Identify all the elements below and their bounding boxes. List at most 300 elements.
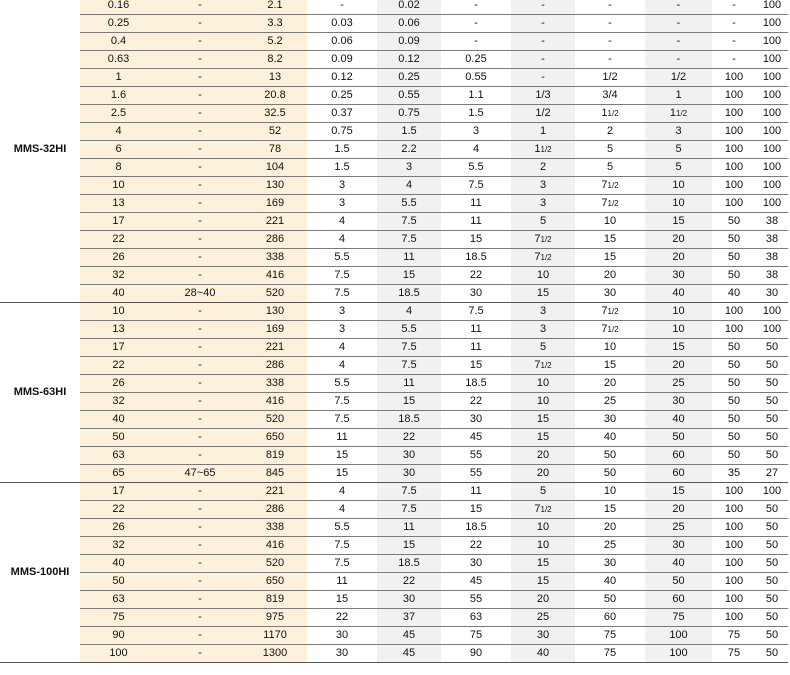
table-cell: 50 [756, 429, 788, 447]
table-cell: 90 [80, 627, 157, 645]
table-cell: 15 [575, 249, 645, 267]
table-cell: 7.5 [307, 393, 377, 411]
table-cell: 10 [645, 321, 712, 339]
table-cell: 75 [575, 645, 645, 663]
table-row [0, 645, 788, 663]
table-cell: - [157, 15, 243, 33]
table-cell: - [712, 33, 756, 51]
table-cell: 1 [645, 87, 712, 105]
table-cell: 50 [756, 573, 788, 591]
table-cell: 15 [575, 231, 645, 249]
table-cell: 50 [756, 645, 788, 663]
table-cell: - [441, 33, 511, 51]
table-cell: 63 [80, 591, 157, 609]
model-label: MMS-100HI [0, 483, 80, 663]
table-cell: 50 [756, 447, 788, 465]
table-cell: 26 [80, 375, 157, 393]
table-cell: 3 [307, 177, 377, 195]
table-cell: 50 [756, 411, 788, 429]
table-cell: 50 [756, 357, 788, 375]
table-cell: 10 [511, 375, 575, 393]
table-cell: - [157, 87, 243, 105]
table-cell: 7.5 [377, 213, 441, 231]
table-cell: - [157, 195, 243, 213]
table-row [0, 447, 788, 465]
table-cell: 30 [377, 447, 441, 465]
table-cell: 11 [377, 519, 441, 537]
table-cell: 100 [756, 69, 788, 87]
table-cell: - [157, 573, 243, 591]
table-cell: 75 [80, 609, 157, 627]
table-cell: 30 [645, 393, 712, 411]
table-cell: 7.5 [377, 501, 441, 519]
table-row [0, 591, 788, 609]
table-cell: 11 [441, 339, 511, 357]
table-cell: - [157, 213, 243, 231]
table-cell: 60 [645, 447, 712, 465]
table-cell: 3.3 [243, 15, 307, 33]
table-cell: 22 [441, 393, 511, 411]
table-cell: 0.37 [307, 105, 377, 123]
table-cell: 7.5 [377, 483, 441, 501]
table-cell: 100 [712, 321, 756, 339]
table-cell: 22 [441, 537, 511, 555]
table-cell: 40 [80, 555, 157, 573]
table-cell: 100 [756, 177, 788, 195]
table-cell: - [511, 15, 575, 33]
table-cell: 100 [712, 141, 756, 159]
table-cell: 71/2 [511, 501, 575, 519]
table-cell: 90 [441, 645, 511, 663]
table-cell: - [157, 627, 243, 645]
table-row [0, 627, 788, 645]
table-cell: 25 [645, 519, 712, 537]
table-cell: 0.12 [377, 51, 441, 69]
table-cell: 10 [645, 303, 712, 321]
table-cell: 100 [756, 105, 788, 123]
table-cell: 975 [243, 609, 307, 627]
table-cell: 10 [80, 303, 157, 321]
table-cell: 50 [712, 357, 756, 375]
table-cell: 7.5 [307, 267, 377, 285]
table-cell: 1.1 [441, 87, 511, 105]
table-row [0, 465, 788, 483]
table-cell: 71/2 [511, 357, 575, 375]
table-cell: 7.5 [307, 555, 377, 573]
table-cell: 5 [511, 339, 575, 357]
table-cell: - [511, 51, 575, 69]
table-cell: 100 [712, 519, 756, 537]
table-cell: - [511, 0, 575, 15]
table-cell: 5 [645, 159, 712, 177]
table-cell: 15 [307, 591, 377, 609]
table-cell: 11/2 [575, 105, 645, 123]
table-cell: - [157, 609, 243, 627]
table-cell: 30 [645, 267, 712, 285]
table-row [0, 249, 788, 267]
table-cell: 4 [307, 231, 377, 249]
table-cell: 50 [756, 555, 788, 573]
table-cell: 1 [80, 69, 157, 87]
table-cell: 5.2 [243, 33, 307, 51]
table-cell: 100 [756, 87, 788, 105]
table-cell: 0.03 [307, 15, 377, 33]
table-cell: - [157, 159, 243, 177]
table-cell: 50 [712, 213, 756, 231]
table-cell: 4 [307, 213, 377, 231]
table-row [0, 213, 788, 231]
table-cell: 20 [645, 231, 712, 249]
table-cell: 75 [712, 645, 756, 663]
table-cell: 169 [243, 195, 307, 213]
table-cell: 30 [575, 411, 645, 429]
table-cell: 26 [80, 249, 157, 267]
table-cell: 100 [80, 645, 157, 663]
table-row [0, 483, 788, 501]
table-row [0, 303, 788, 321]
table-cell: 100 [712, 573, 756, 591]
table-cell: 0.55 [441, 69, 511, 87]
table-cell: 15 [575, 501, 645, 519]
table-row [0, 105, 788, 123]
table-cell: 416 [243, 267, 307, 285]
table-cell: 30 [511, 627, 575, 645]
table-cell: 100 [645, 645, 712, 663]
table-cell: 845 [243, 465, 307, 483]
table-cell: 20 [511, 465, 575, 483]
table-cell: - [575, 15, 645, 33]
table-row [0, 69, 788, 87]
table-cell: 0.4 [80, 33, 157, 51]
table-cell: 100 [756, 159, 788, 177]
table-row [0, 537, 788, 555]
table-cell: - [157, 69, 243, 87]
table-cell: 38 [756, 231, 788, 249]
table-cell: 100 [756, 51, 788, 69]
table-cell: 11 [377, 375, 441, 393]
table-cell: 1.5 [441, 105, 511, 123]
table-cell: 100 [712, 69, 756, 87]
table-row [0, 285, 788, 303]
table-cell: 4 [307, 501, 377, 519]
table-cell: 50 [712, 411, 756, 429]
table-cell: 221 [243, 213, 307, 231]
table-cell: 7.5 [307, 285, 377, 303]
table-cell: 75 [441, 627, 511, 645]
table-cell: 1170 [243, 627, 307, 645]
table-cell: 520 [243, 555, 307, 573]
table-cell: 30 [645, 537, 712, 555]
table-cell: 15 [441, 357, 511, 375]
table-cell: 38 [756, 213, 788, 231]
table-cell: 50 [756, 519, 788, 537]
table-cell: 286 [243, 231, 307, 249]
table-cell: 0.09 [307, 51, 377, 69]
table-cell: 30 [441, 411, 511, 429]
table-cell: - [157, 231, 243, 249]
table-cell: 50 [712, 267, 756, 285]
table-cell: 0.09 [377, 33, 441, 51]
table-cell: 20 [575, 375, 645, 393]
table-row [0, 267, 788, 285]
table-cell: 18.5 [441, 249, 511, 267]
table-cell: 18.5 [377, 285, 441, 303]
table-row [0, 393, 788, 411]
table-cell: 7.5 [377, 339, 441, 357]
table-cell: 5.5 [307, 249, 377, 267]
table-cell: 22 [80, 231, 157, 249]
table-cell: 35 [712, 465, 756, 483]
table-cell: 100 [712, 483, 756, 501]
table-cell: 30 [756, 285, 788, 303]
table-cell: 2.5 [80, 105, 157, 123]
table-row [0, 15, 788, 33]
table-cell: 55 [441, 465, 511, 483]
table-cell: 0.06 [307, 33, 377, 51]
table-cell: 5 [511, 483, 575, 501]
table-cell: 38 [756, 267, 788, 285]
table-cell: 50 [645, 429, 712, 447]
table-cell: 50 [575, 447, 645, 465]
table-cell: - [157, 267, 243, 285]
table-cell: - [157, 321, 243, 339]
table-cell: 20 [575, 519, 645, 537]
table-row [0, 159, 788, 177]
table-cell: 520 [243, 411, 307, 429]
table-cell: - [645, 0, 712, 15]
table-cell: 1/2 [645, 69, 712, 87]
table-cell: - [157, 483, 243, 501]
table-cell: 71/2 [575, 303, 645, 321]
table-cell: 45 [441, 573, 511, 591]
table-cell: 15 [377, 393, 441, 411]
table-cell: 11 [307, 573, 377, 591]
table-cell: 75 [645, 609, 712, 627]
table-cell: 15 [511, 285, 575, 303]
table-cell: 0.63 [80, 51, 157, 69]
table-cell: 22 [80, 501, 157, 519]
table-cell: 22 [377, 429, 441, 447]
table-cell: 11 [377, 249, 441, 267]
table-cell: 1/2 [511, 105, 575, 123]
table-cell: 45 [377, 627, 441, 645]
table-cell: 0.55 [377, 87, 441, 105]
table-cell: 4 [377, 303, 441, 321]
table-cell: 20 [511, 591, 575, 609]
table-cell: 71/2 [511, 249, 575, 267]
table-cell: 100 [712, 105, 756, 123]
table-cell: 3 [307, 195, 377, 213]
table-cell: 15 [511, 555, 575, 573]
table-cell: 50 [712, 249, 756, 267]
table-cell: 55 [441, 591, 511, 609]
table-cell: 3 [377, 159, 441, 177]
table-cell: 100 [756, 141, 788, 159]
table-cell: 17 [80, 483, 157, 501]
table-row [0, 555, 788, 573]
table-cell: 30 [441, 555, 511, 573]
table-cell: - [157, 303, 243, 321]
table-cell: 2.1 [243, 0, 307, 15]
table-cell: 8.2 [243, 51, 307, 69]
table-cell: 10 [511, 267, 575, 285]
table-cell: - [645, 51, 712, 69]
table-cell: 60 [575, 609, 645, 627]
table-cell: 40 [645, 555, 712, 573]
table-cell: 20 [645, 249, 712, 267]
table-cell: 10 [575, 483, 645, 501]
table-cell: 11 [441, 483, 511, 501]
model-label: MMS-32HI [0, 0, 80, 303]
table-cell: 1.5 [307, 141, 377, 159]
table-cell: 5.5 [307, 375, 377, 393]
table-cell: 100 [712, 177, 756, 195]
table-cell: 15 [377, 537, 441, 555]
table-row [0, 609, 788, 627]
table-cell: 22 [377, 573, 441, 591]
table-cell: 1 [511, 123, 575, 141]
table-cell: - [157, 591, 243, 609]
table-cell: 78 [243, 141, 307, 159]
table-row [0, 321, 788, 339]
table-cell: - [157, 33, 243, 51]
table-cell: 50 [575, 465, 645, 483]
table-cell: 20 [575, 267, 645, 285]
table-cell: 100 [756, 195, 788, 213]
table-cell: - [157, 519, 243, 537]
table-cell: 5.5 [377, 321, 441, 339]
table-cell: 4 [377, 177, 441, 195]
table-cell: 1/2 [575, 69, 645, 87]
table-cell: - [307, 0, 377, 15]
table-cell: 30 [575, 555, 645, 573]
table-cell: 4 [307, 339, 377, 357]
table-row [0, 357, 788, 375]
table-cell: 15 [307, 447, 377, 465]
table-cell: 286 [243, 357, 307, 375]
table-cell: 50 [575, 591, 645, 609]
table-cell: 15 [645, 483, 712, 501]
table-cell: 50 [645, 573, 712, 591]
table-row [0, 375, 788, 393]
table-cell: 40 [712, 285, 756, 303]
table-cell: 45 [441, 429, 511, 447]
table-row [0, 411, 788, 429]
table-cell: 100 [712, 501, 756, 519]
table-cell: 100 [712, 303, 756, 321]
table-cell: 2 [511, 159, 575, 177]
table-cell: 11 [307, 429, 377, 447]
table-cell: 3/4 [575, 87, 645, 105]
table-cell: 819 [243, 447, 307, 465]
table-cell: 7.5 [307, 537, 377, 555]
table-cell: 5 [575, 159, 645, 177]
table-cell: 338 [243, 519, 307, 537]
table-cell: 30 [307, 627, 377, 645]
table-cell: 38 [756, 249, 788, 267]
table-cell: 10 [511, 519, 575, 537]
table-cell: 4 [307, 483, 377, 501]
table-cell: 650 [243, 429, 307, 447]
table-cell: 50 [756, 375, 788, 393]
table-cell: 63 [441, 609, 511, 627]
table-cell: - [645, 33, 712, 51]
table-cell: 4 [80, 123, 157, 141]
table-cell: 40 [645, 411, 712, 429]
table-cell: 50 [756, 537, 788, 555]
table-cell: - [157, 555, 243, 573]
table-cell: 65 [80, 465, 157, 483]
table-cell: 52 [243, 123, 307, 141]
table-cell: - [157, 123, 243, 141]
table-row [0, 51, 788, 69]
table-cell: 28~40 [157, 285, 243, 303]
table-cell: - [157, 501, 243, 519]
table-cell: 20 [511, 447, 575, 465]
table-cell: 50 [756, 627, 788, 645]
table-cell: 100 [712, 609, 756, 627]
model-label: MMS-63HI [0, 303, 80, 483]
table-cell: 47~65 [157, 465, 243, 483]
table-cell: 100 [756, 15, 788, 33]
table-cell: 221 [243, 339, 307, 357]
table-cell: 40 [80, 285, 157, 303]
table-cell: 0.25 [377, 69, 441, 87]
table-cell: 0.12 [307, 69, 377, 87]
table-cell: - [712, 0, 756, 15]
table-cell: 15 [377, 267, 441, 285]
table-cell: 7.5 [441, 303, 511, 321]
table-cell: 25 [645, 375, 712, 393]
table-cell: 37 [377, 609, 441, 627]
table-cell: 0.16 [80, 0, 157, 15]
table-cell: 3 [511, 303, 575, 321]
table-cell: 130 [243, 177, 307, 195]
table-cell: 25 [511, 609, 575, 627]
table-cell: 27 [756, 465, 788, 483]
table-cell: 30 [441, 285, 511, 303]
table-cell: 10 [511, 393, 575, 411]
table-row [0, 195, 788, 213]
table-cell: 25 [575, 393, 645, 411]
table-cell: - [441, 15, 511, 33]
table-cell: 30 [575, 285, 645, 303]
table-cell: 32 [80, 393, 157, 411]
table-cell: 100 [756, 303, 788, 321]
table-cell: - [157, 141, 243, 159]
table-cell: 650 [243, 573, 307, 591]
table-cell: 15 [645, 213, 712, 231]
table-row [0, 0, 788, 15]
table-cell: 18.5 [377, 411, 441, 429]
table-cell: 13 [80, 321, 157, 339]
table-row [0, 339, 788, 357]
table-cell: 1300 [243, 645, 307, 663]
table-cell: 11 [441, 321, 511, 339]
table-cell: 15 [511, 429, 575, 447]
table-cell: 50 [80, 573, 157, 591]
table-cell: - [511, 33, 575, 51]
table-cell: 100 [712, 195, 756, 213]
table-cell: - [157, 537, 243, 555]
table-cell: 130 [243, 303, 307, 321]
table-cell: 15 [511, 411, 575, 429]
table-cell: 2 [575, 123, 645, 141]
table-cell: 18.5 [377, 555, 441, 573]
table-cell: 60 [645, 591, 712, 609]
table-cell: 50 [712, 393, 756, 411]
table-cell: 10 [645, 177, 712, 195]
